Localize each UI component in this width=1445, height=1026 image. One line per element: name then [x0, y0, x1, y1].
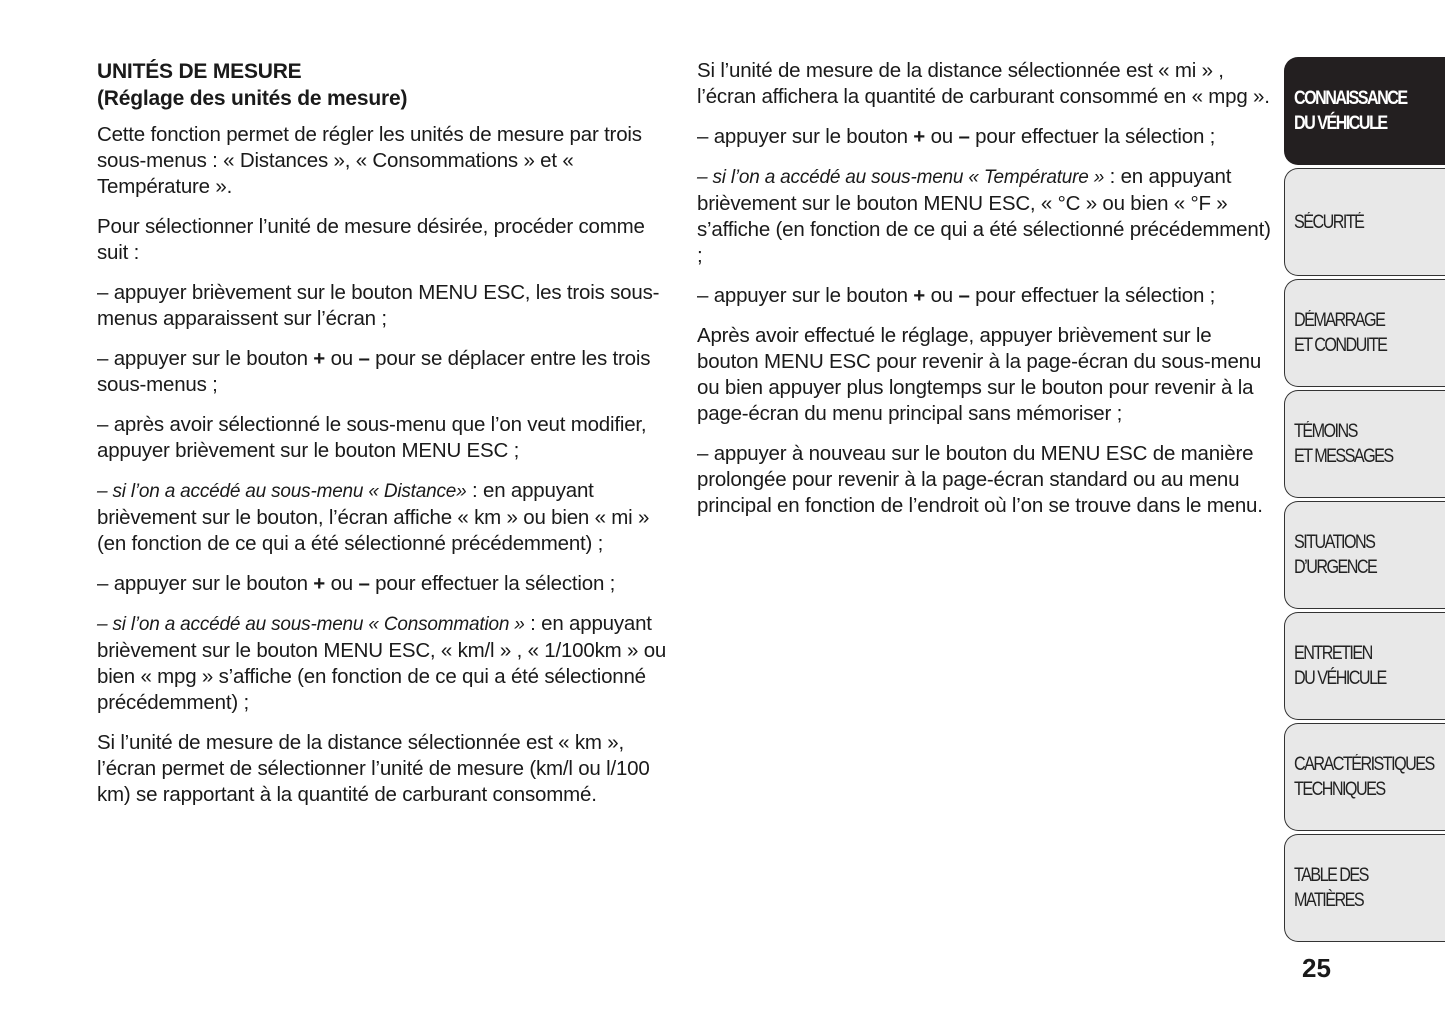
paragraph: [97, 214, 672, 266]
tab-label: TABLE DES MATIÈRES: [1294, 865, 1368, 911]
paragraph: [97, 412, 672, 464]
left-column: [97, 58, 672, 822]
paragraph: [97, 122, 672, 200]
tab-label: DÉMARRAGE ET CONDUITE: [1294, 310, 1387, 356]
tab-chapter[interactable]: [1284, 834, 1445, 942]
tab-chapter[interactable]: [1284, 723, 1445, 831]
text-run: : en appuyant brièvement sur le bouton, l’écran affiche « km » ou bien « mi » (en fonction de ce qui a été sélectionné précédemment) ;: [97, 479, 650, 555]
section-subtitle: (Réglage des unités de mesure): [97, 87, 408, 110]
button-symbol: –: [958, 125, 970, 148]
text-run: ou: [925, 284, 959, 307]
tab-label: SITUATIONS D’URGENCE: [1294, 532, 1377, 578]
button-symbol: +: [913, 125, 926, 148]
paragraph: [697, 441, 1272, 519]
paragraph: [697, 164, 1272, 269]
paragraph: [697, 124, 1272, 150]
tab-chapter[interactable]: [1284, 57, 1445, 165]
italic-lead: – si l’on a accédé au sous-menu « Distance»: [97, 481, 467, 502]
text-run: Si l’unité de mesure de la distance sélectionnée est « km », l’écran permet de sélectionner l’unité de mesure (km/l ou l/100 km) se rapportant à la quantité de carburant consommé.: [97, 731, 650, 806]
text-run: pour se déplacer entre les trois sous-menus ;: [97, 347, 651, 396]
paragraph: [697, 283, 1272, 309]
right-body: [697, 58, 1272, 519]
right-column: [697, 58, 1272, 533]
paragraph: [97, 280, 672, 332]
tab-label: CONNAISSANCE DU VÉHICULE: [1294, 88, 1407, 134]
paragraph: [697, 323, 1272, 427]
text-run: pour effectuer la sélection ;: [969, 125, 1216, 148]
tab-label: SÉCURITÉ: [1294, 211, 1364, 233]
text-run: – appuyer sur le bouton: [697, 125, 914, 148]
tab-chapter[interactable]: [1284, 168, 1445, 276]
tab-chapter[interactable]: [1284, 279, 1445, 387]
text-run: Après avoir effectué le réglage, appuyer brièvement sur le bouton MENU ESC pour revenir à la page-écran du sous-menu ou bien appuyer plus longtemps sur le bouton pour revenir à la page-écran du menu principal sans mémoriser ;: [697, 324, 1262, 425]
text-run: pour effectuer la sélection ;: [369, 572, 616, 595]
text-run: ou: [325, 347, 359, 370]
text-run: Si l’unité de mesure de la distance sélectionnée est « mi » , l’écran affichera la quantité de carburant consommé en « mpg ».: [697, 59, 1270, 108]
tab-chapter[interactable]: [1284, 501, 1445, 609]
text-run: – appuyer sur le bouton: [97, 347, 314, 370]
text-run: pour effectuer la sélection ;: [969, 284, 1216, 307]
text-run: : en appuyant brièvement sur le bouton MENU ESC, « °C » ou bien « °F » s’affiche (en fonction de ce qui a été sélectionné précédemment) ;: [697, 165, 1271, 267]
button-symbol: +: [313, 347, 326, 370]
button-symbol: –: [358, 572, 370, 595]
text-run: : en appuyant brièvement sur le bouton MENU ESC, « km/l » , « 1/100km » ou bien « mpg » s’affiche (en fonction de ce qui a été sélectionné précédemment) ;: [97, 612, 667, 714]
button-symbol: +: [313, 572, 326, 595]
paragraph: [97, 611, 672, 716]
text-run: – appuyer sur le bouton: [97, 572, 314, 595]
button-symbol: –: [958, 284, 970, 307]
text-run: – après avoir sélectionné le sous-menu que l’on veut modifier, appuyer brièvement sur le bouton MENU ESC ;: [97, 413, 647, 462]
paragraph: [97, 346, 672, 398]
paragraph: [97, 571, 672, 597]
tab-label: CARACTÉRISTIQUES TECHNIQUES: [1294, 754, 1434, 800]
tab-label: ENTRETIEN DU VÉHICULE: [1294, 643, 1386, 689]
button-symbol: –: [358, 347, 370, 370]
text-run: – appuyer brièvement sur le bouton MENU ESC, les trois sous-menus apparaissent sur l’écran ;: [97, 281, 660, 330]
paragraph: [97, 730, 672, 808]
paragraph: [97, 478, 672, 557]
tab-label: TÉMOINS ET MESSAGES: [1294, 421, 1393, 467]
left-body: [97, 122, 672, 808]
italic-lead: – si l’on a accédé au sous-menu « Température »: [697, 167, 1105, 188]
section-title: UNITÉS DE MESURE: [97, 60, 302, 83]
italic-lead: – si l’on a accédé au sous-menu « Consommation »: [97, 614, 525, 635]
tab-chapter[interactable]: [1284, 390, 1445, 498]
text-run: ou: [325, 572, 359, 595]
text-run: Pour sélectionner l’unité de mesure désirée, procéder comme suit :: [97, 215, 645, 264]
chapter-tabs: [1284, 57, 1445, 945]
text-run: ou: [925, 125, 959, 148]
page-number: 25: [1302, 953, 1331, 983]
text-run: – appuyer sur le bouton: [697, 284, 914, 307]
paragraph: [697, 58, 1272, 110]
button-symbol: +: [913, 284, 926, 307]
text-run: Cette fonction permet de régler les unités de mesure par trois sous-menus : « Distances », « Consommations » et « Température ».: [97, 123, 642, 198]
tab-chapter[interactable]: [1284, 612, 1445, 720]
text-run: – appuyer à nouveau sur le bouton du MENU ESC de manière prolongée pour revenir à la page-écran standard ou au menu principal en fonction de l’endroit où l’on se trouve dans le menu.: [697, 442, 1263, 517]
